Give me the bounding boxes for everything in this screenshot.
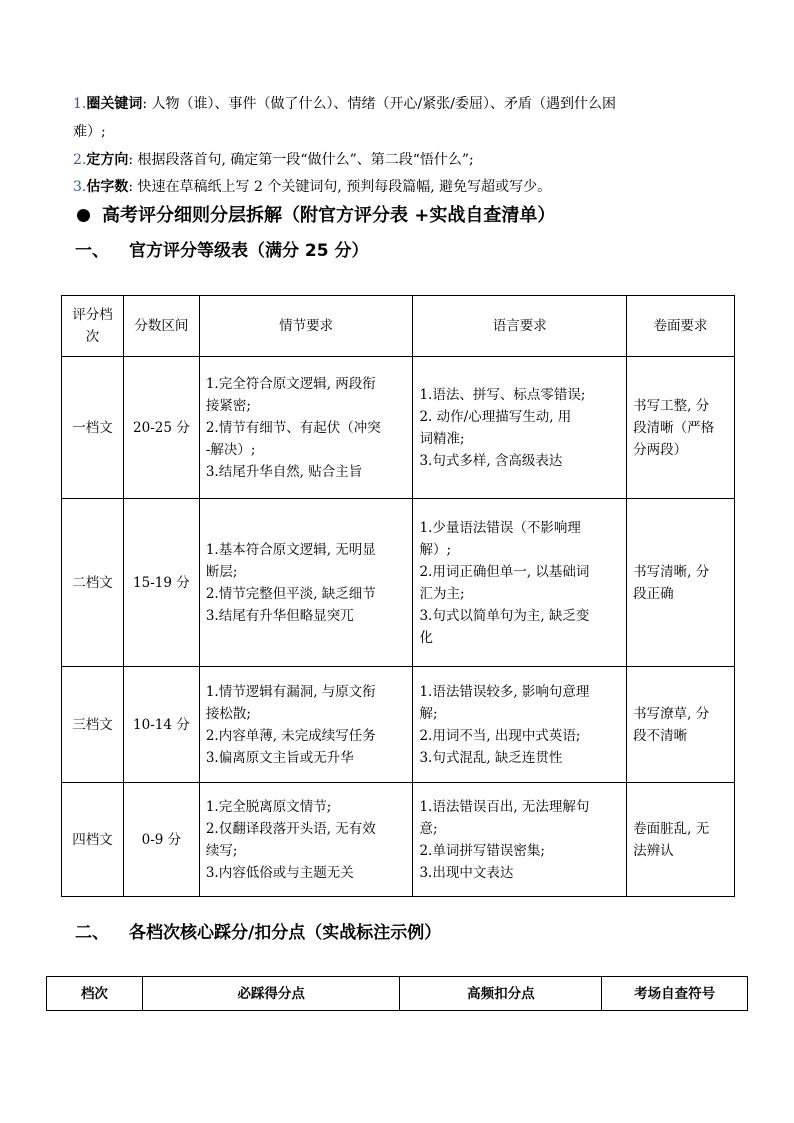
grade-language-line: 1.语法错误百出, 无法理解句 — [419, 798, 590, 815]
grade-score-cell: 15-19 分 — [123, 499, 199, 667]
points-header-level: 档次 — [47, 977, 143, 1011]
grade-layout-line: 段不清晰 — [633, 727, 688, 744]
grade-language-line: 汇为主; — [419, 585, 465, 602]
grade-plot-cell — [199, 499, 413, 667]
grade-plot-line: 3.内容低俗或与主题无关 — [205, 864, 354, 881]
grade-plot-line: 接松散; — [205, 705, 251, 722]
grade-language-line: 解; — [419, 705, 438, 722]
grade-plot-line: 2.内容单薄, 未完成续写任务 — [205, 727, 376, 744]
grade-layout-line: 分两段） — [633, 441, 688, 458]
grade-layout-cell — [627, 783, 735, 897]
grade-plot-line: 3.结尾升华自然, 贴合主旨 — [205, 463, 363, 480]
grade-plot-cell — [199, 357, 413, 499]
grade-score-cell: 10-14 分 — [123, 667, 199, 783]
grade-layout-line: 段正确 — [633, 585, 674, 602]
grade-language-line: 意; — [419, 820, 438, 837]
grade-table-row — [62, 499, 735, 667]
header-layout: 卷面要求 — [627, 296, 735, 357]
grade-plot-line: 2.情节完整但平淡, 缺乏细节 — [205, 585, 376, 602]
grade-level-cell: 一档文 — [62, 357, 124, 499]
grade-layout-line: 书写清晰, 分 — [633, 563, 710, 580]
grade-score-cell: 20-25 分 — [123, 357, 199, 499]
grade-layout-cell — [627, 667, 735, 783]
grade-plot-line: 接紧密; — [205, 397, 251, 414]
intro-line-2: 2.定方向: 根据段落首句, 确定第一段“做什么”、第二段“悟什么”; — [73, 152, 474, 168]
bullet-icon — [77, 209, 90, 222]
grade-level-cell: 三档文 — [62, 667, 124, 783]
grade-plot-line: 1.完全符合原文逻辑, 两段衔 — [205, 375, 376, 392]
grade-plot-line: 2.情节有细节、有起伏（冲突 — [205, 419, 381, 436]
points-table — [46, 976, 748, 1011]
points-header-score-points: 必踩得分点 — [142, 977, 400, 1011]
section-one-heading: 一、 官方评分等级表（满分 25 分） — [75, 241, 369, 261]
grade-level-cell: 四档文 — [62, 783, 124, 897]
grade-language-line: 2.用词不当, 出现中式英语; — [419, 727, 581, 744]
section-two-heading: 二、 各档次核心踩分/扣分点（实战标注示例） — [75, 923, 442, 943]
grade-layout-cell — [627, 499, 735, 667]
grade-plot-line: 断层; — [205, 563, 238, 580]
grade-plot-cell — [199, 667, 413, 783]
grade-level-cell: 二档文 — [62, 499, 124, 667]
grade-language-line: 1.少量语法错误（不影响理 — [419, 519, 581, 536]
grade-language-line: 3.句式以简单句为主, 缺乏变 — [419, 607, 590, 624]
intro-line-1-cont: 难）; — [73, 124, 106, 140]
grade-layout-cell — [627, 357, 735, 499]
grade-plot-line: 1.基本符合原文逻辑, 无明显 — [205, 541, 376, 558]
main-section-heading: 高考评分细则分层拆解（附官方评分表 +实战自查清单） — [77, 203, 555, 229]
grade-table-row — [62, 667, 735, 783]
grade-plot-line: 2.仅翻译段落开头语, 无有效 — [205, 820, 376, 837]
header-language: 语言要求 — [413, 296, 627, 357]
grade-language-line: 3.出现中文表达 — [419, 864, 514, 881]
grade-plot-line: 1.情节逻辑有漏洞, 与原文衔 — [205, 683, 376, 700]
grade-language-line: 2.单词拼写错误密集; — [419, 842, 545, 859]
grade-language-line: 2. 动作/心理描写生动, 用 — [419, 408, 572, 425]
grade-table-row — [62, 357, 735, 499]
grade-table-header-row — [62, 296, 735, 357]
grade-language-line: 化 — [419, 629, 433, 646]
grade-language-line: 1.语法、拼写、标点零错误; — [419, 386, 586, 403]
grade-table — [61, 295, 735, 897]
grade-language-cell — [413, 783, 627, 897]
grade-language-line: 2.用词正确但单一, 以基础词 — [419, 563, 590, 580]
grade-plot-line: 3.偏离原文主旨或无升华 — [205, 749, 354, 766]
grade-layout-line: 卷面脏乱, 无 — [633, 820, 710, 837]
header-plot: 情节要求 — [199, 296, 413, 357]
grade-layout-line: 书写潦草, 分 — [633, 705, 710, 722]
grade-language-line: 1.语法错误较多, 影响句意理 — [419, 683, 590, 700]
grade-plot-line: 1.完全脱离原文情节; — [205, 798, 332, 815]
grade-plot-line: -解决）; — [205, 441, 256, 458]
grade-language-cell — [413, 667, 627, 783]
grade-language-cell — [413, 357, 627, 499]
grade-plot-line: 3.结尾有升华但略显突兀 — [205, 607, 354, 624]
grade-score-cell: 0-9 分 — [123, 783, 199, 897]
points-header-deduction-points: 高频扣分点 — [400, 977, 602, 1011]
grade-layout-line: 法辨认 — [633, 842, 674, 859]
grade-layout-line: 段清晰（严格 — [633, 419, 715, 436]
grade-language-cell — [413, 499, 627, 667]
intro-line-3: 3.估字数: 快速在草稿纸上写 2 个关键词句, 预判每段篇幅, 避免写超或写少。 — [73, 179, 552, 195]
grade-language-line: 3.句式混乱, 缺乏连贯性 — [419, 749, 563, 766]
header-level: 评分档次 — [62, 296, 124, 357]
grade-plot-line: 续写; — [205, 842, 238, 859]
points-table-header-row — [47, 977, 748, 1011]
points-header-self-check: 考场自查符号 — [602, 977, 748, 1011]
header-score: 分数区间 — [123, 296, 199, 357]
grade-language-line: 词精准; — [419, 430, 465, 447]
grade-language-line: 解）; — [419, 541, 452, 558]
grade-table-row — [62, 783, 735, 897]
grade-plot-cell — [199, 783, 413, 897]
grade-language-line: 3.句式多样, 含高级表达 — [419, 452, 563, 469]
grade-layout-line: 书写工整, 分 — [633, 397, 710, 414]
intro-line-1: 1.圈关键词: 人物（谁）、事件（做了什么）、情绪（开心/紧张/委屈）、矛盾（遇到什么困 — [73, 96, 616, 112]
